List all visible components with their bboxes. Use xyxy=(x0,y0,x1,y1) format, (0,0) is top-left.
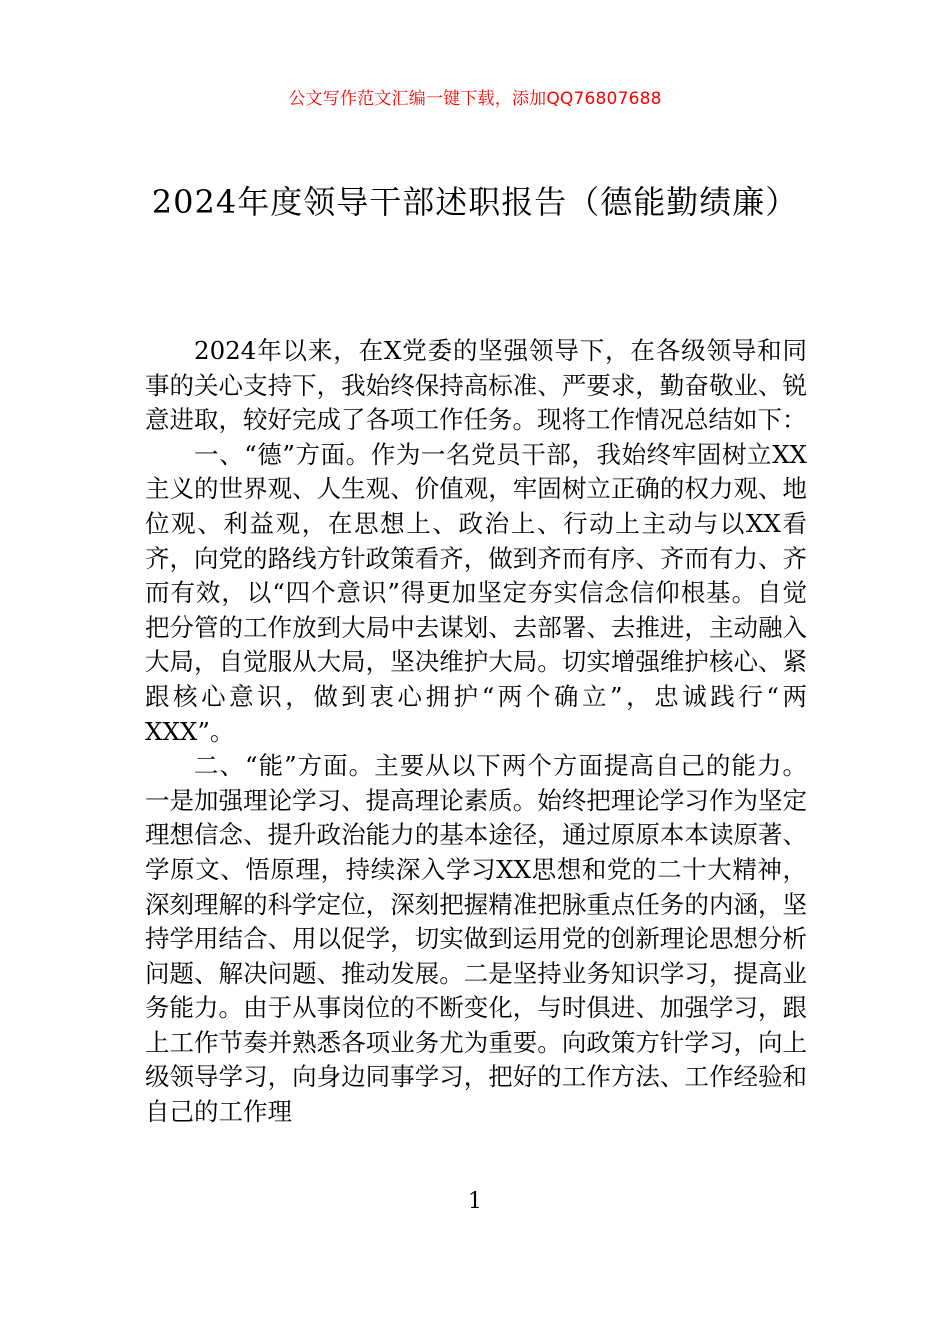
paragraph-de: 一、“德”方面。作为一名党员干部，我始终牢固树立XX主义的世界观、人生观、价值观，牢固树立正确的权力观、地位观、利益观，在思想上、政治上、行动上主动与以XX看齐，向党的路线方针政策看齐，做到齐而有序、齐而有力、齐而有效，以“四个意识”得更加坚定夯实信念信仰根基。自觉把分管的工作放到大局中去谋划、去部署、去推进，主动融入大局，自觉服从大局，坚决维护大局。切实增强维护核心、紧跟核心意识，做到衷心拥护“两个确立”，忠诚践行“两XXX”。 xyxy=(145,439,807,746)
document-title: 2024年度领导干部述职报告（德能勤绩廉） xyxy=(151,183,799,221)
paragraph-intro: 2024年以来，在X党委的坚强领导下，在各级领导和同事的关心支持下，我始终保持高标准、严要求，勤奋敬业、锐意进取，较好完成了各项工作任务。现将工作情况总结如下： xyxy=(145,336,807,435)
header-note[interactable]: 公文写作范文汇编一键下载，添加QQ76807688 xyxy=(288,89,662,109)
document-body xyxy=(145,334,807,1130)
paragraph-neng: 二、“能”方面。主要从以下两个方面提高自己的能力。一是加强理论学习、提高理论素质。始终把理论学习作为坚定理想信念、提升政治能力的基本途径，通过原原本本读原著、学原文、悟原理，持续深入学习XX思想和党的二十大精神，深刻理解的科学定位，深刻把握精准把脉重点任务的内涵，坚持学用结合、用以促学，切实做到运用党的创新理论思想分析问题、解决问题、推动发展。二是坚持业务知识学习，提高业务能力。由于从事岗位的不断变化，与时俱进、加强学习，跟上工作节奏并熟悉各项业务尤为重要。向政策方针学习，向上级领导学习，向身边同事学习，把好的工作方法、工作经验和自己的工作理 xyxy=(145,751,807,1127)
page-number: 1 xyxy=(468,1189,482,1214)
